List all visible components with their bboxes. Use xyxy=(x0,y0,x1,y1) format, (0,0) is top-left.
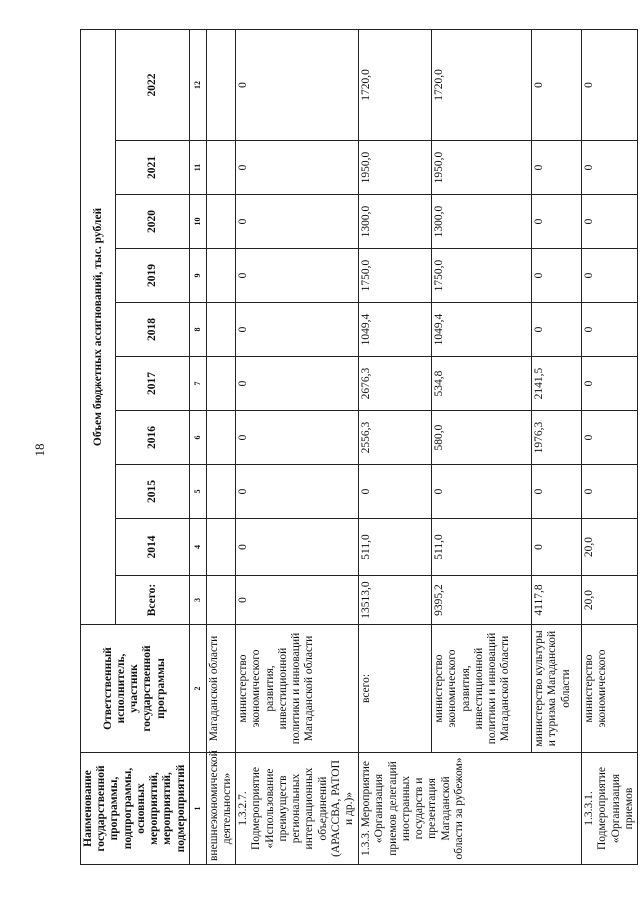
row-value: 0 xyxy=(532,141,582,195)
header-budget-group: Объем бюджетных ассигнований, тыс. рублей xyxy=(81,29,116,624)
row-value xyxy=(206,465,235,519)
row-value xyxy=(206,29,235,140)
row-value: 1750,0 xyxy=(359,249,432,303)
table-row xyxy=(432,29,532,864)
header-year: 2014 xyxy=(116,519,189,576)
row-executor: министерство культуры и туризма Магаданской области xyxy=(532,625,582,753)
row-value xyxy=(206,411,235,465)
header-year: 2022 xyxy=(116,29,189,140)
row-value xyxy=(206,303,235,357)
column-number: 2 xyxy=(189,625,206,753)
row-value: 0 xyxy=(582,195,638,249)
row-value: 0 xyxy=(236,357,359,411)
header-year: 2020 xyxy=(116,195,189,249)
row-value xyxy=(206,519,235,576)
row-value: 1049,4 xyxy=(432,303,532,357)
row-value: 1750,0 xyxy=(432,249,532,303)
row-value: 0 xyxy=(532,195,582,249)
row-value: 2676,3 xyxy=(359,357,432,411)
row-value: 20,0 xyxy=(582,519,638,576)
row-value: 1950,0 xyxy=(432,141,532,195)
row-value: 0 xyxy=(359,465,432,519)
budget-table xyxy=(80,29,638,865)
row-value: 0 xyxy=(582,29,638,140)
column-number: 6 xyxy=(189,411,206,465)
row-value: 0 xyxy=(236,411,359,465)
column-number: 9 xyxy=(189,249,206,303)
row-value: 0 xyxy=(582,357,638,411)
table-row xyxy=(582,29,638,864)
row-value: 0 xyxy=(582,141,638,195)
header-year: 2015 xyxy=(116,465,189,519)
row-value: 511,0 xyxy=(359,519,432,576)
row-value: 2141,5 xyxy=(532,357,582,411)
row-executor: Магаданской области xyxy=(206,625,235,753)
header-year: 2016 xyxy=(116,411,189,465)
row-value: 0 xyxy=(236,195,359,249)
row-value xyxy=(206,576,235,625)
row-value: 1950,0 xyxy=(359,141,432,195)
row-value: 511,0 xyxy=(432,519,532,576)
row-value: 0 xyxy=(236,249,359,303)
row-value xyxy=(206,141,235,195)
row-value: 0 xyxy=(236,519,359,576)
table-row xyxy=(359,29,432,864)
row-value xyxy=(206,195,235,249)
header-year: 2021 xyxy=(116,141,189,195)
row-value: 13513,0 xyxy=(359,576,432,625)
row-name: внешнеэкономической деятельности» xyxy=(206,753,235,865)
row-executor: всего: xyxy=(359,625,432,753)
row-value: 2556,3 xyxy=(359,411,432,465)
column-number: 8 xyxy=(189,303,206,357)
row-value: 1049,4 xyxy=(359,303,432,357)
row-value: 1720,0 xyxy=(432,29,532,140)
column-number: 4 xyxy=(189,519,206,576)
header-name: Наименование государственной программы, подпрограммы, основных мероприятий, мероприятий, подмероприятий xyxy=(81,753,190,865)
row-value: 0 xyxy=(532,519,582,576)
column-number: 7 xyxy=(189,357,206,411)
column-number: 3 xyxy=(189,576,206,625)
row-value: 534,8 xyxy=(432,357,532,411)
row-value: 0 xyxy=(236,141,359,195)
row-value: 20,0 xyxy=(582,576,638,625)
row-value: 1976,3 xyxy=(532,411,582,465)
column-number: 5 xyxy=(189,465,206,519)
row-value: 9395,2 xyxy=(432,576,532,625)
header-year: 2017 xyxy=(116,357,189,411)
row-value: 0 xyxy=(582,411,638,465)
header-year: 2018 xyxy=(116,303,189,357)
row-value: 0 xyxy=(582,249,638,303)
row-executor: министерство экономического развития, инвестиционной политики и инноваций Магаданской области xyxy=(432,625,532,753)
row-value: 1300,0 xyxy=(359,195,432,249)
row-value: 0 xyxy=(582,303,638,357)
row-value: 580,0 xyxy=(432,411,532,465)
row-value: 1300,0 xyxy=(432,195,532,249)
row-value: 0 xyxy=(236,303,359,357)
table-row xyxy=(206,29,235,864)
header-executor: Ответственный исполнитель, участник государственной программы xyxy=(81,625,190,753)
rotated-table-container xyxy=(80,30,635,865)
row-name: 1.3.3.1. Подмероприятие «Организация приемов xyxy=(582,753,638,865)
row-value: 0 xyxy=(532,249,582,303)
row-value: 0 xyxy=(236,465,359,519)
row-value xyxy=(206,249,235,303)
table-row xyxy=(236,29,359,864)
row-value: 0 xyxy=(532,465,582,519)
column-number: 1 xyxy=(189,753,206,865)
column-number: 12 xyxy=(189,29,206,140)
header-year: 2019 xyxy=(116,249,189,303)
table-row xyxy=(532,29,582,864)
column-number-row xyxy=(189,29,206,864)
column-number: 10 xyxy=(189,195,206,249)
row-value: 0 xyxy=(236,29,359,140)
row-value: 1720,0 xyxy=(359,29,432,140)
row-value: 0 xyxy=(582,465,638,519)
row-value: 0 xyxy=(236,576,359,625)
header-total: Всего: xyxy=(116,576,189,625)
row-executor: министерство экономического xyxy=(582,625,638,753)
row-name: 1.3.2.7. Подмероприятие «Использование преимуществ региональных интеграционных объединений (АРАССВА, РАТОП и др.)» xyxy=(236,753,359,865)
row-value: 0 xyxy=(532,303,582,357)
row-name: 1.3.3. Мероприятие «Организация приемов делегаций иностранных государств и презентация Магаданской области за рубежом» xyxy=(359,753,582,865)
column-number: 11 xyxy=(189,141,206,195)
row-value xyxy=(206,357,235,411)
row-value: 4117,8 xyxy=(532,576,582,625)
row-value: 0 xyxy=(532,29,582,140)
row-value: 0 xyxy=(432,465,532,519)
row-executor: министерство экономического развития, инвестиционной политики и инноваций Магаданской области xyxy=(236,625,359,753)
page-number: 18 xyxy=(32,443,47,457)
